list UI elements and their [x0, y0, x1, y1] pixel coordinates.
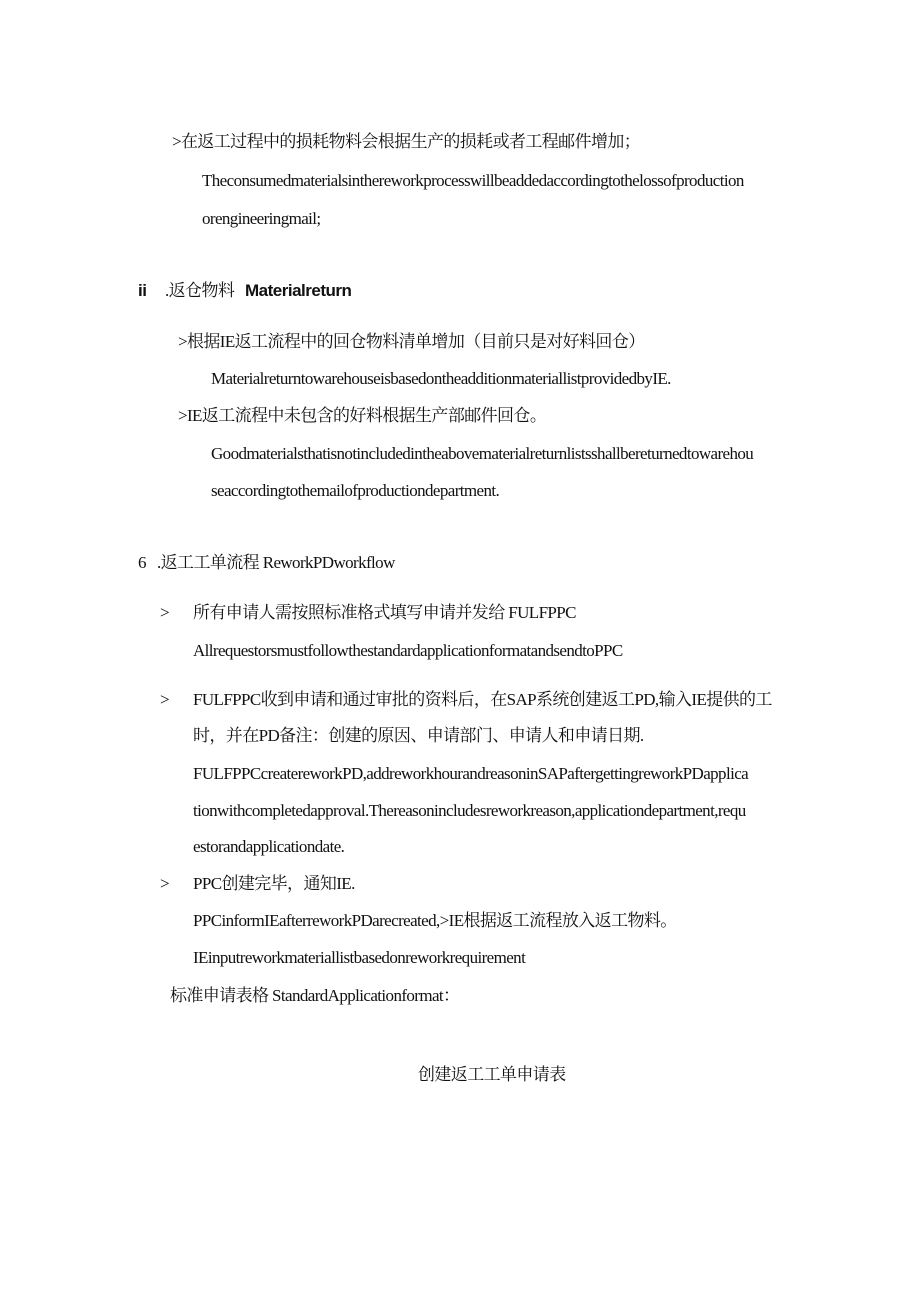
- return-bullet2-en-line2: seaccordingtothemailofproductiondepartment.: [211, 481, 500, 500]
- workflow-item3-en-line1: PPCinformIEafterreworkPDarecreated,>IE根据返工流程放入返工物料。: [193, 911, 677, 930]
- workflow-item2-en-line3: estorandapplicationdate.: [193, 837, 345, 856]
- workflow-item2-en-line1: FULFPPCcreatereworkPD,addreworkhourandreasoninSAPaftergettingreworkPDapplica: [193, 764, 749, 783]
- workflow-item2-en-line2: tionwithcompletedapproval.Thereasonincludesreworkreason,applicationdepartment,requ: [193, 801, 746, 820]
- form-title: 创建返工工单申请表: [418, 1065, 566, 1084]
- workflow-item1-marker: >: [160, 603, 170, 622]
- workflow-item1-en: AllrequestorsmustfollowthestandardapplicationformatandsendtoPPC: [193, 641, 623, 660]
- workflow-item2-zh-line1: FULFPPC收到申请和通过审批的资料后，在SAP系统创建返工PD,输入IE提供的工: [193, 690, 772, 709]
- workflow-item3-zh: PPC创建完毕，通知IE.: [193, 874, 355, 893]
- workflow-item2-marker: >: [160, 690, 170, 709]
- return-bullet2-en-line1: Goodmaterialsthatisnotincludedintheabovematerialreturnlistsshallbereturnedtowarehou: [211, 444, 754, 463]
- consumed-text-en-line1: Theconsumedmaterialsinthereworkprocesswillbeaddedaccordingtothelossofproduction: [202, 171, 744, 190]
- workflow-item1-zh: 所有申请人需按照标准格式填写申请并发给 FULFPPC: [193, 603, 576, 622]
- consumed-bullet-zh: >在返工过程中的损耗物料会根据生产的损耗或者工程邮件增加；: [172, 132, 641, 151]
- workflow-heading: .返工工单流程 ReworkPDworkflow: [157, 553, 395, 572]
- workflow-item2-zh-line2: 时，并在PD备注：创建的原因、申请部门、申请人和申请日期.: [193, 726, 644, 745]
- return-bullet1-zh: >根据IE返工流程中的回仓物料清单增加（目前只是对好料回仓）: [178, 332, 645, 351]
- workflow-item3-marker: >: [160, 874, 170, 893]
- material-return-heading-en: Materialreturn: [245, 281, 352, 300]
- section-number-6: 6: [138, 553, 146, 572]
- workflow-item3-en-line2: IEinputreworkmateriallistbasedonreworkrequirement: [193, 948, 526, 967]
- material-return-heading-zh: .返仓物料: [165, 281, 235, 300]
- return-bullet2-zh: >IE返工流程中未包含的好料根据生产部邮件回仓。: [178, 406, 547, 425]
- standard-format-label: 标准申请表格 StandardApplicationformat：: [170, 986, 460, 1005]
- consumed-text-en-line2: orengineeringmail;: [202, 209, 321, 228]
- return-bullet1-en: MaterialreturntowarehouseisbasedontheadditionmateriallistprovidedbyIE.: [211, 369, 671, 388]
- section-number-ii: ii: [138, 281, 147, 300]
